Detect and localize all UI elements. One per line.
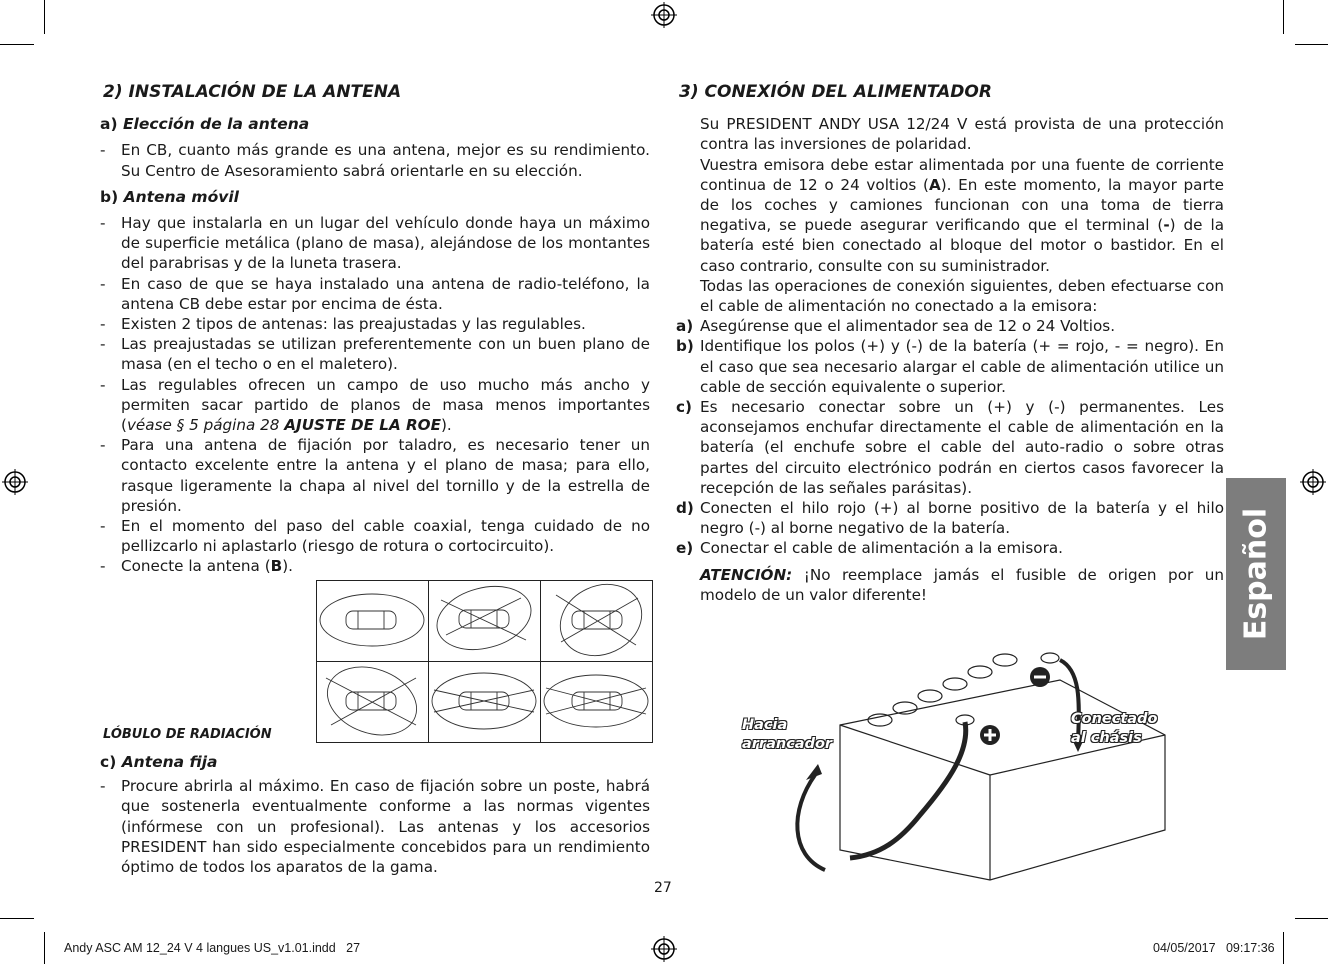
- list-item: - Procure abrirla al máximo. En caso de fijación sobre un poste, habrá que sostenerla eventualmente conforme a las normas vigentes (infórmese con un profesional). Las antenas y los accesorios PRESIDENT han sido especialmente concebidos para un rendimiento óptimo de todos los aparatos de la gama.: [100, 776, 650, 877]
- footer-file-name: Andy ASC AM 12_24 V 4 langues US_v1.01.indd 27: [64, 941, 361, 955]
- crop-mark: [0, 918, 34, 919]
- step-item: d) Conecten el hilo rojo (+) al borne positivo de la batería y el hilo negro (-) al borne negativo de la batería.: [676, 499, 1224, 538]
- battery-label-right: Conectado al chásis: [1071, 711, 1158, 746]
- warning: [676, 565, 1224, 605]
- subsection-title: Antena fija: [121, 753, 218, 771]
- right-column: [676, 82, 1224, 605]
- step-item: e) Conectar el cable de alimentación a la emisora.: [676, 539, 1063, 558]
- left-column-lower: [100, 752, 650, 877]
- list-item: - En caso de que se haya instalado una antena de radio-teléfono, la antena CB debe estar por encima de ésta.: [100, 274, 650, 314]
- section-title-antenna: 2) INSTALACIÓN DE LA ANTENA: [103, 82, 402, 102]
- paragraph: Todas las operaciones de conexión siguientes, deben efectuarse con el cable de alimentación no conectado a la emisora:: [700, 276, 1224, 316]
- paragraph: Vuestra emisora debe estar alimentada por una fuente de corriente continua de 12 o 24 voltios (A). En este momento, la mayor parte de los coches y camiones funcionan con una toma de tierra negativa, se puede asegurar verificando que el terminal (-) de la batería esté bien conectado al bloque del motor o bastidor. En el caso contrario, consulte con su suministrador.: [700, 155, 1224, 275]
- reference-page: véase § 5 página 28: [126, 416, 280, 435]
- reference-end: ).: [440, 416, 452, 435]
- step-item: c) Es necesario conectar sobre un (+) y (-) permanentes. Les aconsejamos enchufar directamente el cable de alimentación en la batería (el enchufe sobre el cable del auto-radio o sobre otras partes del circuito electrónico podrán en ciertos casos favorecer la recepción de las señales parásitas).: [676, 398, 1224, 497]
- radiation-lobes-icon: [316, 580, 652, 743]
- list-item: - En el momento del paso del cable coaxial, tenga cuidado de no pellizcarlo ni aplastarlo (riesgo de rotura o cortocircuito).: [100, 516, 650, 556]
- list-item-text: Las regulables ofrecen un campo de uso mucho más ancho y permiten sacar partido de planos de masa menos importantes (: [121, 375, 650, 435]
- left-column: [100, 82, 650, 577]
- warning-text: ¡No reemplace jamás el fusible de origen por un modelo de un valor diferente!: [700, 565, 1224, 604]
- paragraph: Su PRESIDENT ANDY USA 12/24 V está provista de una protección contra las inversiones de polaridad.: [700, 115, 1224, 154]
- list-item-text: Conecte la antena (: [121, 557, 271, 576]
- figure-caption: LÓBULO DE RADIACIÓN: [103, 727, 272, 742]
- battery-label-left: Hacia arrancador: [742, 717, 833, 752]
- language-tab: [1226, 478, 1286, 670]
- list-item: - Hay que instalarla en un lugar del vehículo donde haya un máximo de superficie metálica (plano de masa), alejándose de los montantes del parabrisas y de la luneta trasera.: [100, 213, 650, 274]
- subsection-label: a): [100, 115, 118, 134]
- figure-ref: A: [928, 175, 941, 194]
- crop-mark: [1295, 918, 1328, 919]
- warning-label: ATENCIÓN:: [700, 565, 793, 584]
- crop-mark: [1295, 44, 1328, 45]
- subsection-label: b): [100, 187, 119, 206]
- footer-timestamp: 04/05/2017 09:17:36: [1153, 941, 1275, 955]
- step-item: b) Identifique los polos (+) y (-) de la batería (+ = rojo, - = negro). En el caso que sea necesario alargar el cable de alimentación utilice un cable de sección equivalente o superior.: [676, 337, 1224, 396]
- registration-mark-icon: [651, 2, 677, 28]
- list-item: [100, 375, 650, 436]
- subsection-title: Antena móvil: [123, 187, 239, 206]
- subsection-heading-a: [100, 114, 650, 134]
- step-item: a) Asegúrense que el alimentador sea de 12 o 24 Voltios.: [676, 317, 1116, 336]
- subsection-title: Elección de la antena: [122, 115, 310, 134]
- battery-diagram-icon: [760, 640, 1230, 900]
- section-title-power: 3) CONEXIÓN DEL ALIMENTADOR: [679, 82, 992, 102]
- page-number: 27: [654, 880, 672, 896]
- list-item: - En CB, cuanto más grande es una antena, mejor es su rendimiento. Su Centro de Asesoramiento sabrá orientarle en su elección.: [100, 140, 650, 180]
- registration-mark-icon: [2, 469, 28, 495]
- list-item: - Para una antena de fijación por taladro, es necesario tener un contacto excelente entre la antena y el plano de masa; para ello, rasque ligeramente la chapa al nivel del tornillo y de la estrella de presión.: [100, 435, 650, 516]
- list-item: - Conecte la antena (B).: [100, 556, 650, 576]
- crop-mark: [44, 932, 45, 964]
- subsection-heading-b: [100, 187, 650, 207]
- language-tab-label: Español: [1238, 507, 1274, 641]
- crop-mark: [1283, 932, 1284, 964]
- registration-mark-icon: [1300, 469, 1326, 495]
- crop-mark: [1283, 0, 1284, 34]
- subsection-label: c): [100, 753, 117, 771]
- reference-title: AJUSTE DE LA ROE: [284, 416, 441, 435]
- radiation-figure: [316, 580, 652, 743]
- registration-mark-icon: [651, 936, 677, 962]
- crop-mark: [0, 44, 34, 45]
- crop-mark: [44, 0, 45, 34]
- list-item: - Existen 2 tipos de antenas: las preajustadas y las regulables.: [100, 314, 650, 334]
- figure-ref: B: [270, 557, 283, 576]
- list-item: - Las preajustadas se utilizan preferentemente con un buen plano de masa (en el techo o en el maletero).: [100, 334, 650, 374]
- subsection-heading-c: [100, 752, 650, 772]
